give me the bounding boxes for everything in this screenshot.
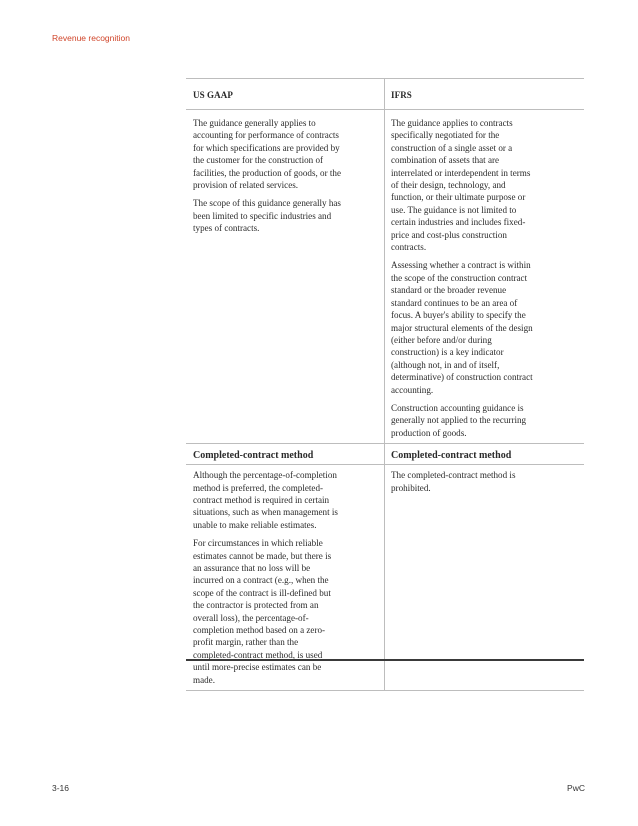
scope-ifrs-para-3: Construction accounting guidance is generally not applied to the recurring production of goods. (391, 402, 527, 438)
scope-row (186, 110, 584, 444)
completed-contract-row (186, 465, 584, 691)
completed-contract-ifrs-para-1: The completed-contract method is prohibited. (391, 470, 516, 493)
scope-us-gaap-para-2: The scope of this guidance generally has been limited to specific industries and types of contracts. (193, 198, 341, 234)
completed-contract-ifrs-cell (385, 465, 584, 690)
scope-us-gaap-cell (186, 110, 385, 443)
completed-contract-us-gaap-cell (186, 465, 385, 690)
scope-ifrs-cell (385, 110, 584, 443)
completed-contract-ifrs-heading: Completed-contract method (391, 450, 512, 462)
completed-contract-us-gaap-heading: Completed-contract method (193, 450, 314, 462)
completed-contract-us-gaap-para-2: For circumstances in which reliable estimates cannot be made, but there is an assurance that no loss will be incurred on a contract (e.g., when the scope of the contract is ill-defined but the contractor is protected from an overall loss), the percentage-of- completion method based on a zero- profit margin, rather than the completed-contract method, is used until more-precise estimates can be made. (193, 538, 332, 685)
header-ifrs: IFRS (391, 90, 412, 100)
table-bottom-rule (186, 659, 584, 661)
completed-contract-us-gaap-heading-cell (186, 444, 385, 464)
comparison-table (186, 78, 584, 691)
table-header-row (186, 79, 584, 110)
completed-contract-ifrs-heading-cell (385, 444, 584, 464)
scope-ifrs-para-2: Assessing whether a contract is within the scope of the construction contract standard or the broader revenue standard continues to be an area of focus. A buyer's ability to specify the major structural elements of the design (either before and/or during construction) is a key indicator (although not, in and of itself, determinative) of construction contract accounting. (391, 260, 533, 395)
scope-ifrs-para-1: The guidance applies to contracts specifically negotiated for the construction of a single asset or a combination of assets that are interrelated or interdependent in terms of their design, technology, and function, or their ultimate purpose or use. The guidance is not limited to certain industries and includes fixed- price and cost-plus construction contracts. (391, 118, 531, 253)
completed-contract-us-gaap-para-1: Although the percentage-of-completion method is preferred, the completed- contract method is required in certain situations, such as when management is unable to make reliable estimates. (193, 470, 338, 530)
completed-contract-heading-row (186, 444, 584, 465)
running-head: Revenue recognition (52, 33, 130, 43)
header-us-gaap: US GAAP (193, 90, 233, 100)
header-ifrs-cell (385, 79, 584, 109)
header-us-gaap-cell (186, 79, 385, 109)
footer-brand: PwC (567, 783, 585, 793)
page-number: 3-16 (52, 783, 70, 793)
scope-us-gaap-para-1: The guidance generally applies to accounting for performance of contracts for which specifications are provided by the customer for the construction of facilities, the production of goods, or the provision of related services. (193, 118, 341, 191)
